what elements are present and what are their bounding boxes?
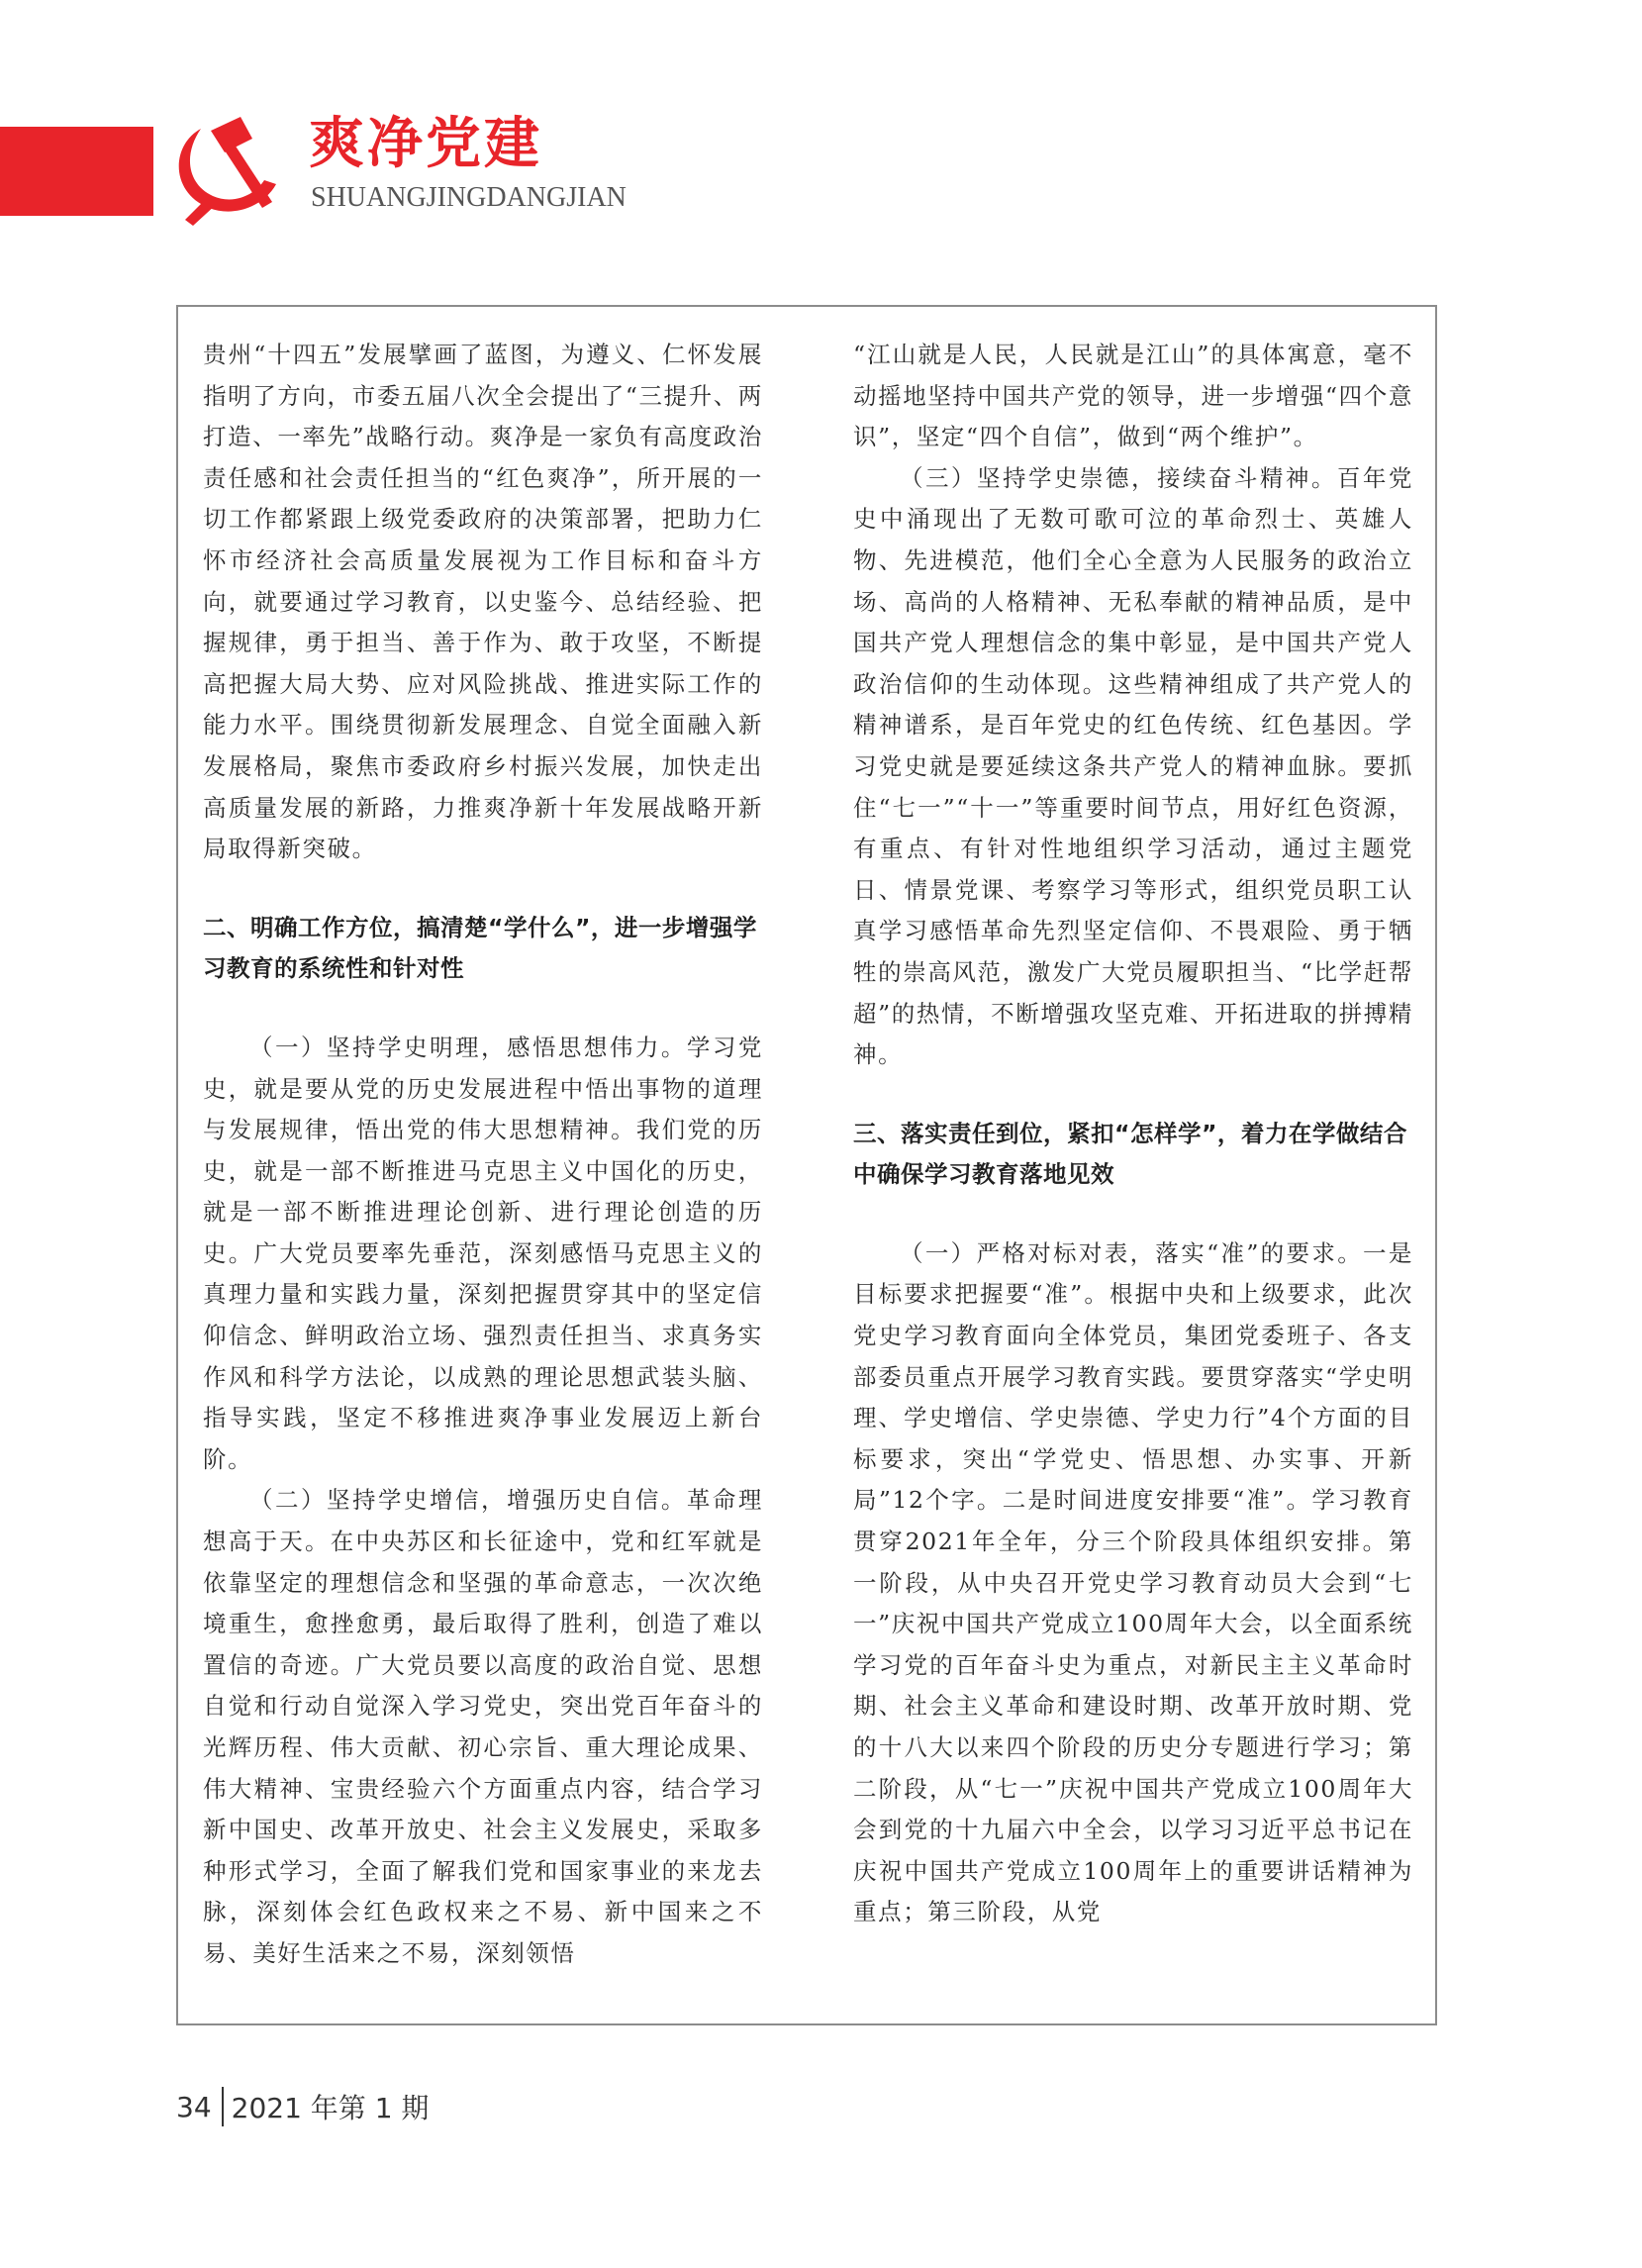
brand-subtitle: SHUANGJINGDANGJIAN <box>311 182 627 213</box>
brand-title: 爽净党建 <box>309 112 542 176</box>
article-column-right <box>853 335 1413 1933</box>
paragraph: （一）坚持学史明理，感悟思想伟力。学习党史，就是要从党的历史发展进程中悟出事物的道理与发展规律，悟出党的伟大思想精神。我们党的历史，就是一部不断推进马克思主义中国化的历史，就是一部不断推进理论创新、进行理论创造的历史。广大党员要率先垂范，深刻感悟马克思主义的真理力量和实践力量，深刻把握贯穿其中的坚定信仰信念、鲜明政治立场、强烈责任担当、求真务实作风和科学方法论，以成熟的理论思想武装头脑、指导实践，坚定不移推进爽净事业发展迈上新台阶。 <box>203 1033 763 1473</box>
article-column-left <box>203 335 763 1975</box>
header-red-band <box>0 127 153 216</box>
hammer-sickle-icon <box>161 111 310 230</box>
section-heading: 二、明确工作方位，搞清楚“学什么”，进一步增强学习教育的系统性和针对性 <box>203 913 757 983</box>
footer-divider <box>222 2087 224 2126</box>
paragraph: （三）坚持学史崇德，接续奋斗精神。百年党史中涌现出了无数可歌可泣的革命烈士、英雄人物、先进模范，他们全心全意为人民服务的政治立场、高尚的人格精神、无私奉献的精神品质，是中国共产党人理想信念的集中彰显，是中国共产党人政治信仰的生动体现。这些精神组成了共产党人的精神谱系，是百年党史的红色传统、红色基因。学习党史就是要延续这条共产党人的精神血脉。要抓住“七一”“十一”等重要时间节点，用好红色资源，有重点、有针对性地组织学习活动，通过主题党日、情景党课、考察学习等形式，组织党员职工认真学习感悟革命先烈坚定信仰、不畏艰险、勇于牺牲的崇高风范，激发广大党员履职担当、“比学赶帮超”的热情，不断增强攻坚克难、开拓进取的拼搏精神。 <box>853 463 1413 1069</box>
page-number: 34 <box>176 2090 212 2123</box>
paragraph: （二）坚持学史增信，增强历史自信。革命理想高于天。在中央苏区和长征途中，党和红军就是依靠坚定的理想信念和坚强的革命意志，一次次绝境重生，愈挫愈勇，最后取得了胜利，创造了难以置信的奇迹。广大党员要以高度的政治自觉、思想自觉和行动自觉深入学习党史，突出党百年奋斗的光辉历程、伟大贡献、初心宗旨、重大理论成果、伟大精神、宝贵经验六个方面重点内容，结合学习新中国史、改革开放史、社会主义发展史，采取多种形式学习，全面了解我们党和国家事业的来龙去脉，深刻体会红色政权来之不易、新中国来之不易、美好生活来之不易，深刻领悟 <box>203 1486 763 1967</box>
page-footer <box>176 2087 429 2126</box>
paragraph: “江山就是人民，人民就是江山”的具体寓意，毫不动摇地坚持中国共产党的领导，进一步增强“四个意识”，坚定“四个自信”，做到“两个维护”。 <box>853 341 1413 451</box>
paragraph: 贵州“十四五”发展擘画了蓝图，为遵义、仁怀发展指明了方向，市委五届八次全会提出了“三提升、两打造、一率先”战略行动。爽净是一家负有高度政治责任感和社会责任担当的“红色爽净”，所开展的一切工作都紧跟上级党委政府的决策部署，把助力仁怀市经济社会高质量发展视为工作目标和奋斗方向，就要通过学习教育，以史鉴今、总结经验、把握规律，勇于担当、善于作为、敢于攻坚，不断提高把握大局大势、应对风险挑战、推进实际工作的能力水平。围绕贯彻新发展理念、自觉全面融入新发展格局，聚焦市委政府乡村振兴发展，加快走出高质量发展的新路，力推爽净新十年发展战略开新局取得新突破。 <box>203 341 763 863</box>
paragraph: （一）严格对标对表，落实“准”的要求。一是目标要求把握要“准”。根据中央和上级要求，此次党史学习教育面向全体党员，集团党委班子、各支部委员重点开展学习教育实践。要贯穿落实“学史明理、学史增信、学史崇德、学史力行”4个方面的目标要求，突出“学党史、悟思想、办实事、开新局”12个字。二是时间进度安排要“准”。学习教育贯穿2021年全年，分三个阶段具体组织安排。第一阶段，从中央召开党史学习教育动员大会到“七一”庆祝中国共产党成立100周年大会，以全面系统学习党的百年奋斗史为重点，对新民主主义革命时期、社会主义革命和建设时期、改革开放时期、党的十八大以来四个阶段的历史分专题进行学习；第二阶段，从“七一”庆祝中国共产党成立100周年大会到党的十九届六中全会，以学习习近平总书记在庆祝中国共产党成立100周年上的重要讲话精神为重点；第三阶段，从党 <box>853 1238 1414 1926</box>
issue-label: 2021 年第 1 期 <box>231 2092 430 2124</box>
section-heading: 三、落实责任到位，紧扣“怎样学”，着力在学做结合中确保学习教育落地见效 <box>853 1119 1407 1189</box>
